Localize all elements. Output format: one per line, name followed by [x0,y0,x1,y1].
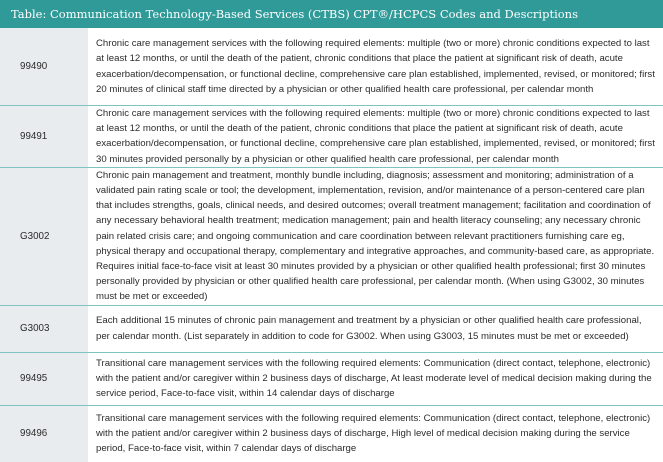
table-row [0,28,663,106]
description-cell: Chronic care management services with the following required elements: multiple (two or more) chronic conditions expected to last at least 12 months, or until the death of the patient, chronic conditions that place the patient at significant risk of death, acute exacerbation/decompensation, or functional decline, comprehensive care plan established, implemented, revised, or monitored; first 20 minutes of clinical staff time directed by a physician or other qualified health care professional, per calendar month [88,28,663,106]
table-row [0,305,663,352]
code-cell: 99491 [0,106,88,168]
table-row [0,405,663,462]
description-cell: Transitional care management services with the following required elements: Communication (direct contact, telephone, electronic) with the patient and/or caregiver within 2 business days of discharge, At least moderate level of medical decision making during the service period, Face-to-face visit, within 14 calendar days of discharge [88,352,663,405]
description-cell: Each additional 15 minutes of chronic pain management and treatment by a physician or other qualified health care professional, per calendar month. (List separately in addition to code for G3002. When using G3003, 15 minutes must be met or exceeded) [88,305,663,352]
code-cell: 99495 [0,352,88,405]
codes-table [0,28,663,462]
code-cell: G3003 [0,305,88,352]
table-row [0,352,663,405]
table-row [0,106,663,168]
description-cell: Chronic pain management and treatment, monthly bundle including, diagnosis; assessment and monitoring; administration of a validated pain rating scale or tool; the development, implementation, revision, and/or maintenance of a person-centered care plan that includes strengths, goals, clinical needs, and desired outcomes; overall treatment management; facilitation and coordination of any necessary behavioral health treatment; medication management; pain and health literacy counseling; any necessary chronic pain related crisis care; and ongoing communication and care coordination between relevant practitioners furnishing care eg, physical therapy and occupational therapy, complementary and integrative approaches, and community-based care, as appropriate. Requires initial face-to-face visit at least 30 minutes provided by a physician or other qualified health professional; first 30 minutes personally provided by physician or other qualified health care professional, per calendar month. (When using G3002, 30 minutes must be met or exceeded) [88,167,663,305]
code-cell: 99490 [0,28,88,106]
description-cell: Transitional care management services with the following required elements: Communication (direct contact, telephone, electronic) with the patient and/or caregiver within 2 business days of discharge, High level of medical decision making during the service period, Face-to-face visit, within 7 calendar days of discharge [88,405,663,462]
code-cell: 99496 [0,405,88,462]
description-cell: Chronic care management services with the following required elements: multiple (two or more) chronic conditions expected to last at least 12 months, or until the death of the patient, chronic conditions that place the patient at significant risk of death, acute exacerbation/decompensation, or functional decline, comprehensive care plan established, implemented, revised, or monitored; first 30 minutes provided personally by a physician or other qualified health care professional, per calendar month [88,106,663,168]
table-row [0,167,663,305]
table-title: Table: Communication Technology-Based Services (CTBS) CPT®/HCPCS Codes and Descriptions [0,0,663,28]
code-cell: G3002 [0,167,88,305]
